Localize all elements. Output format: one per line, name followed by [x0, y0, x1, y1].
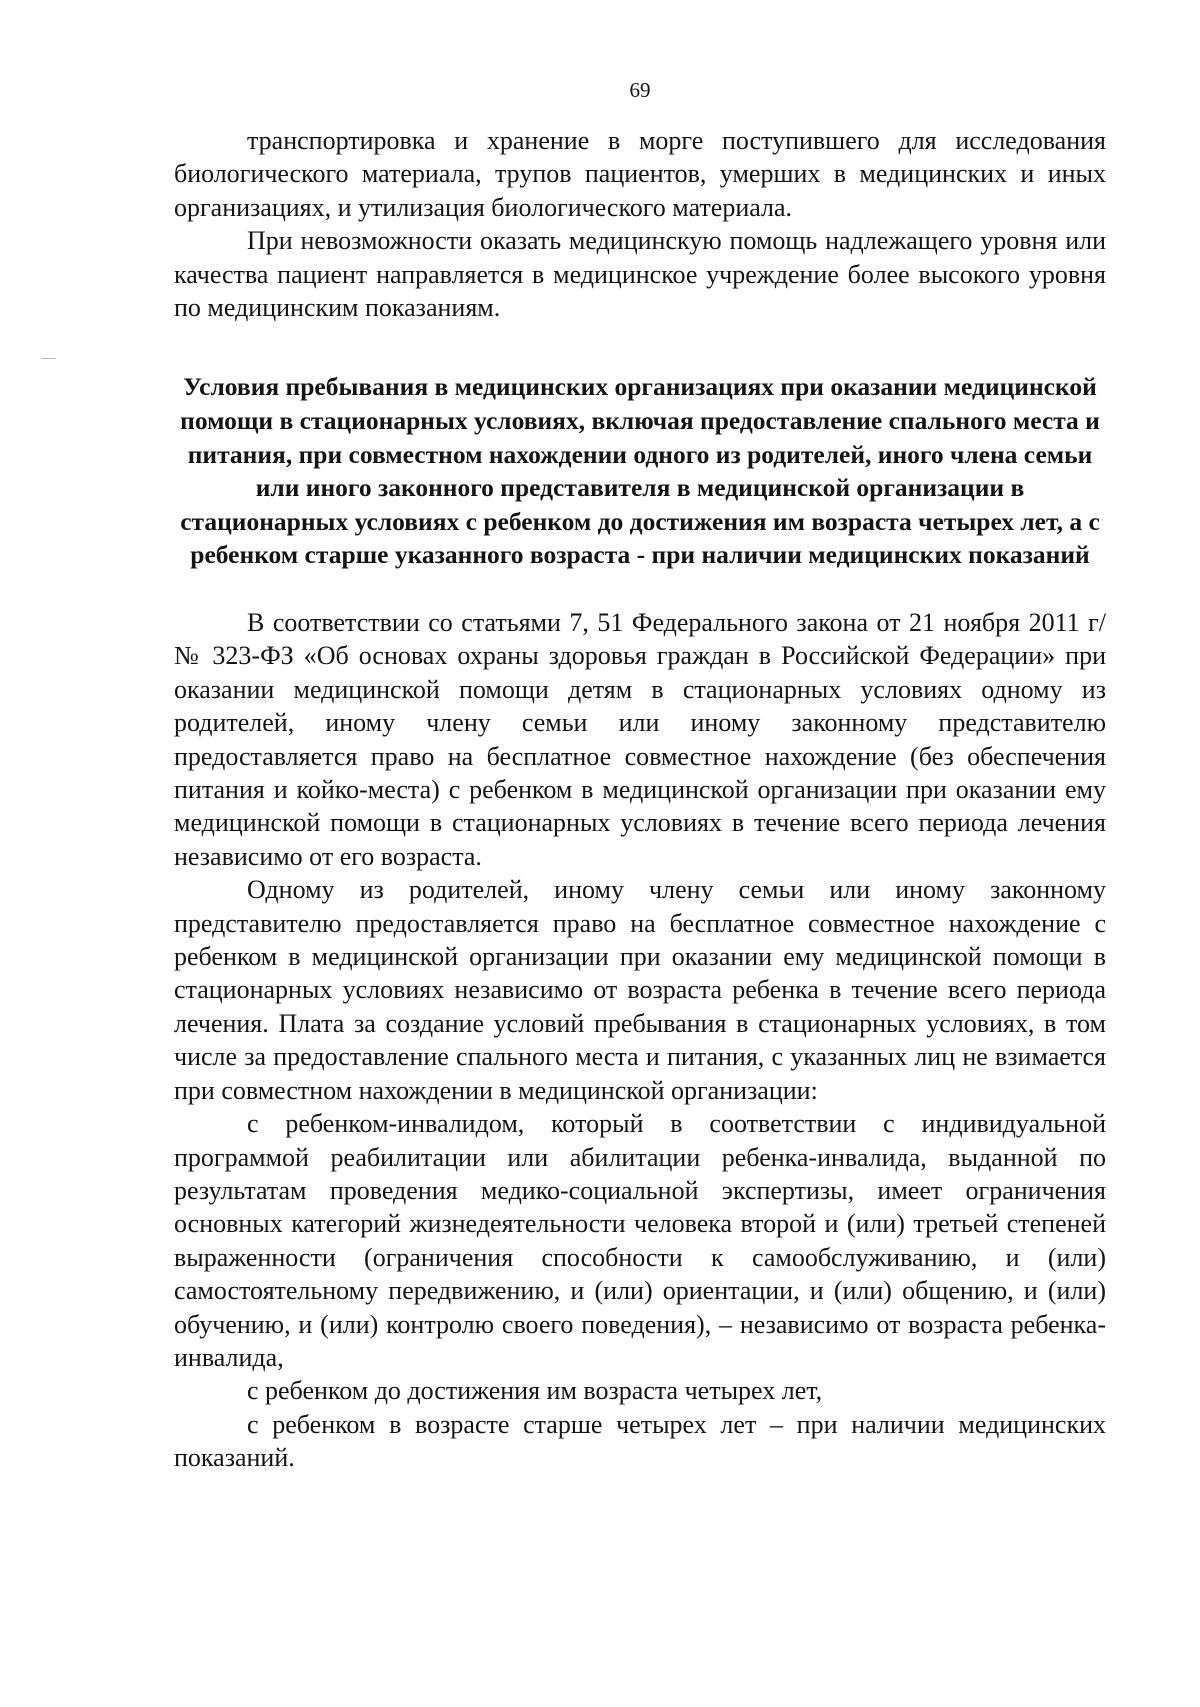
paragraph-referral: При невозможности оказать медицинскую помощь надлежащего уровня или качества пациент направляется в медицинское учреждение более высокого уровня по медицинским показаниям.	[174, 226, 1106, 323]
paragraph-law-reference: В соответствии со статьями 7, 51 Федерального закона от 21 ноября 2011 г/ № 323-ФЗ «Об основах охраны здоровья граждан в Российской Федерации» при оказании медицинской помощи детям в стационарных условиях одному из родителей, иному члену семьи или иному законному представителю предоставляется право на бесплатное совместное нахождение (без обеспечения питания и койко-места) с ребенком в медицинской организации при оказании ему медицинской помощи в стационарных условиях в течение всего периода лечения независимо от его возраста.	[174, 608, 1106, 871]
spacer	[174, 572, 1106, 606]
paragraph-free-stay: Одному из родителей, иному члену семьи или иному законному представителю предоставляется право на бесплатное совместное нахождение с ребенком в медицинской организации при оказании ему медицинской помощи в стационарных условиях независимо от возраста ребенка в течение всего периода лечения. Плата за создание условий пребывания в стационарных условиях, в том числе за предоставление спального места и питания, с указанных лиц не взимается при совместном нахождении в медицинской организации:	[174, 875, 1106, 1105]
paragraph-disabled-child: с ребенком-инвалидом, который в соответствии с индивидуальной программой реабилитации или абилитации ребенка-инвалида, выданной по результатам проведения медико-социальной экспертизы, имеет ограничения основных категорий жизнедеятельности человека второй и (или) третьей степеней выраженности (ограничения способности к самообслуживанию, и (или) самостоятельному передвижению, и (или) ориентации, и (или) общению, и (или) обучению, и (или) контролю своего поведения), – независимо от возраста ребенка-инвалида,	[174, 1109, 1106, 1372]
page-number: 69	[629, 78, 651, 102]
paragraph-transport-storage: транспортировка и хранение в морге поступившего для исследования биологического материала, трупов пациентов, умерших в медицинских и иных организациях, и утилизация биологического материала.	[174, 126, 1106, 222]
paragraph-child-over-four: с ребенком в возрасте старше четырех лет – при наличии медицинских показаний.	[174, 1409, 1106, 1473]
document-body	[174, 124, 1106, 1475]
section-heading: Условия пребывания в медицинских организациях при оказании медицинской помощи в стационарных условиях, включая предоставление спального места и питания, при совместном нахождении одного из родителей, иного члена семьи или иного законного представителя в медицинской организации в стационарных условиях с ребенком до достижения им возраста четырех лет, а с ребенком старше указанного возраста - при наличии медицинских показаний	[180, 372, 1100, 570]
scan-margin-mark	[42, 358, 56, 359]
paragraph-child-under-four: с ребенком до достижения им возраста четырех лет,	[247, 1376, 823, 1406]
